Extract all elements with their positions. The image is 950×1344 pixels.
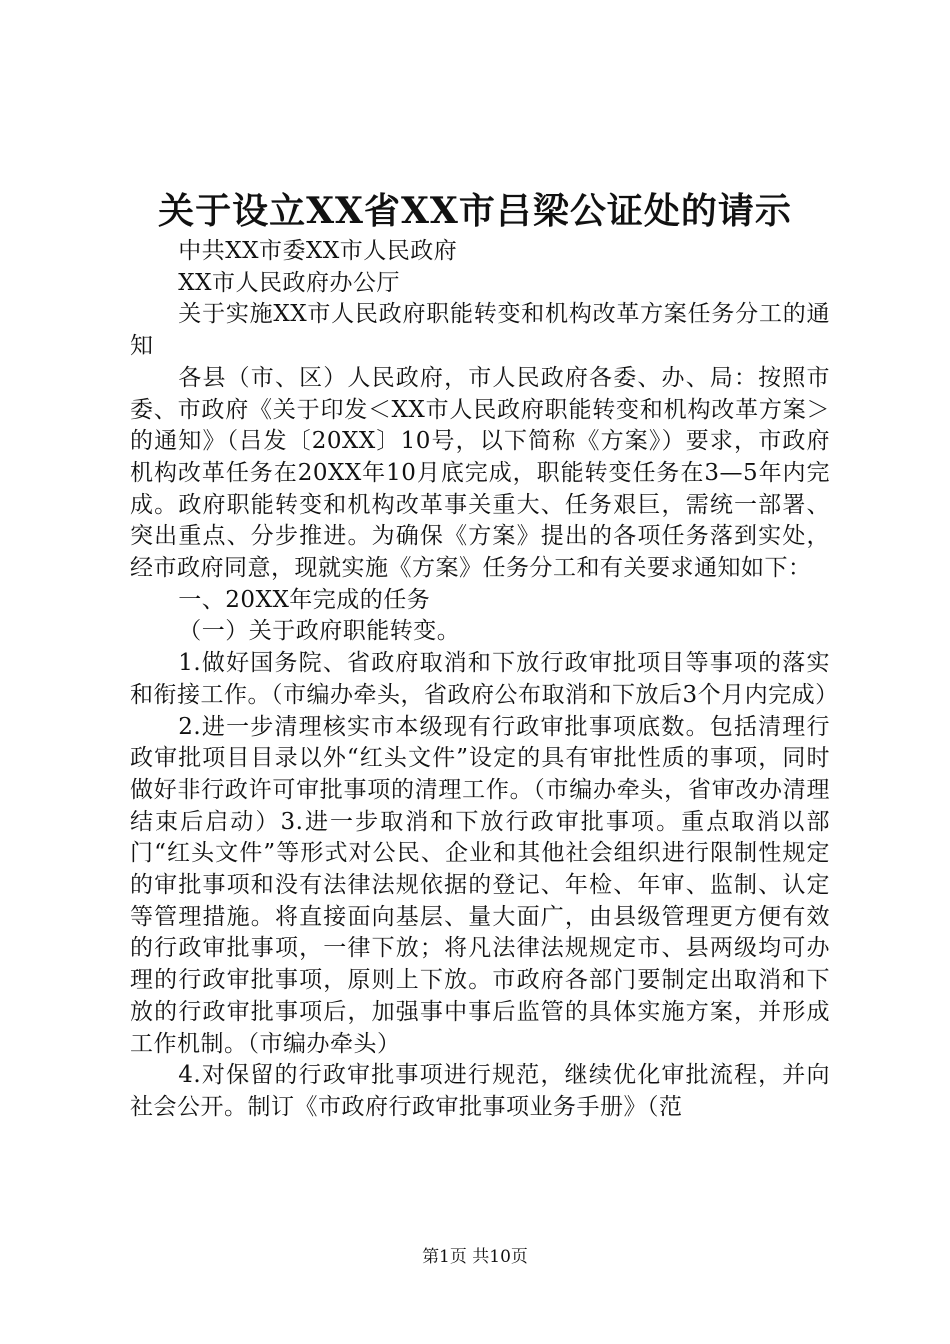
- recipient-line-2: XX市人民政府办公厅: [178, 269, 401, 296]
- task-item-4: 4.对保留的行政审批事项进行规范，继续优化审批流程，并向社会公开。制订《市政府行政审批事项业务手册》（范: [130, 1062, 830, 1120]
- task-item-1: 1.做好国务院、省政府取消和下放行政审批项目等事项的落实和衔接工作。（市编办牵头，省政府公布取消和下放后3个月内完成）: [130, 650, 839, 708]
- document-title: 关于设立XX省XX市吕梁公证处的请示: [158, 190, 792, 232]
- subsection-heading: （一）关于政府职能转变。: [178, 618, 461, 645]
- task-item-2-3: 2.进一步清理核实市本级现有行政审批事项底数。包括清理行政审批项目目录以外“红头文件”设定的具有审批性质的事项，同时做好非行政许可审批事项的清理工作。（市编办牵头，省审改办清理结束后启动）3.进一步取消和下放行政审批事项。重点取消以部门“红头文件”等形式对公民、企业和其他社会组织进行限制性规定的审批事项和没有法律法规依据的登记、年检、年审、监制、认定等管理措施。将直接面向基层、量大面广，由县级管理更方便有效的行政审批事项，一律下放；将凡法律法规规定市、县两级均可办理的行政审批事项，原则上下放。市政府各部门要制定出取消和下放的行政审批事项后，加强事中事后监管的具体实施方案，并形成工作机制。（市编办牵头）: [130, 713, 830, 1057]
- section-heading: 一、20XX年完成的任务: [178, 586, 431, 613]
- intro-paragraph: 各县（市、区）人民政府，市人民政府各委、办、局：按照市委、市政府《关于印发＜XX市人民政府职能转变和机构改革方案＞的通知》（吕发〔20XX〕10号，以下简称《方案》）要求，市政府机构改革任务在20XX年10月底完成，职能转变任务在3—5年内完成。政府职能转变和机构改革事关重大、任务艰巨，需统一部署、突出重点、分步推进。为确保《方案》提出的各项任务落到实处，经市政府同意，现就实施《方案》任务分工和有关要求通知如下：: [130, 364, 830, 582]
- document-body: [130, 236, 839, 1124]
- notice-title: 关于实施XX市人民政府职能转变和机构改革方案任务分工的通知: [130, 301, 830, 360]
- recipient-line-1: 中共XX市委XX市人民政府: [178, 238, 458, 264]
- page-footer: 第1页 共10页: [422, 1247, 528, 1267]
